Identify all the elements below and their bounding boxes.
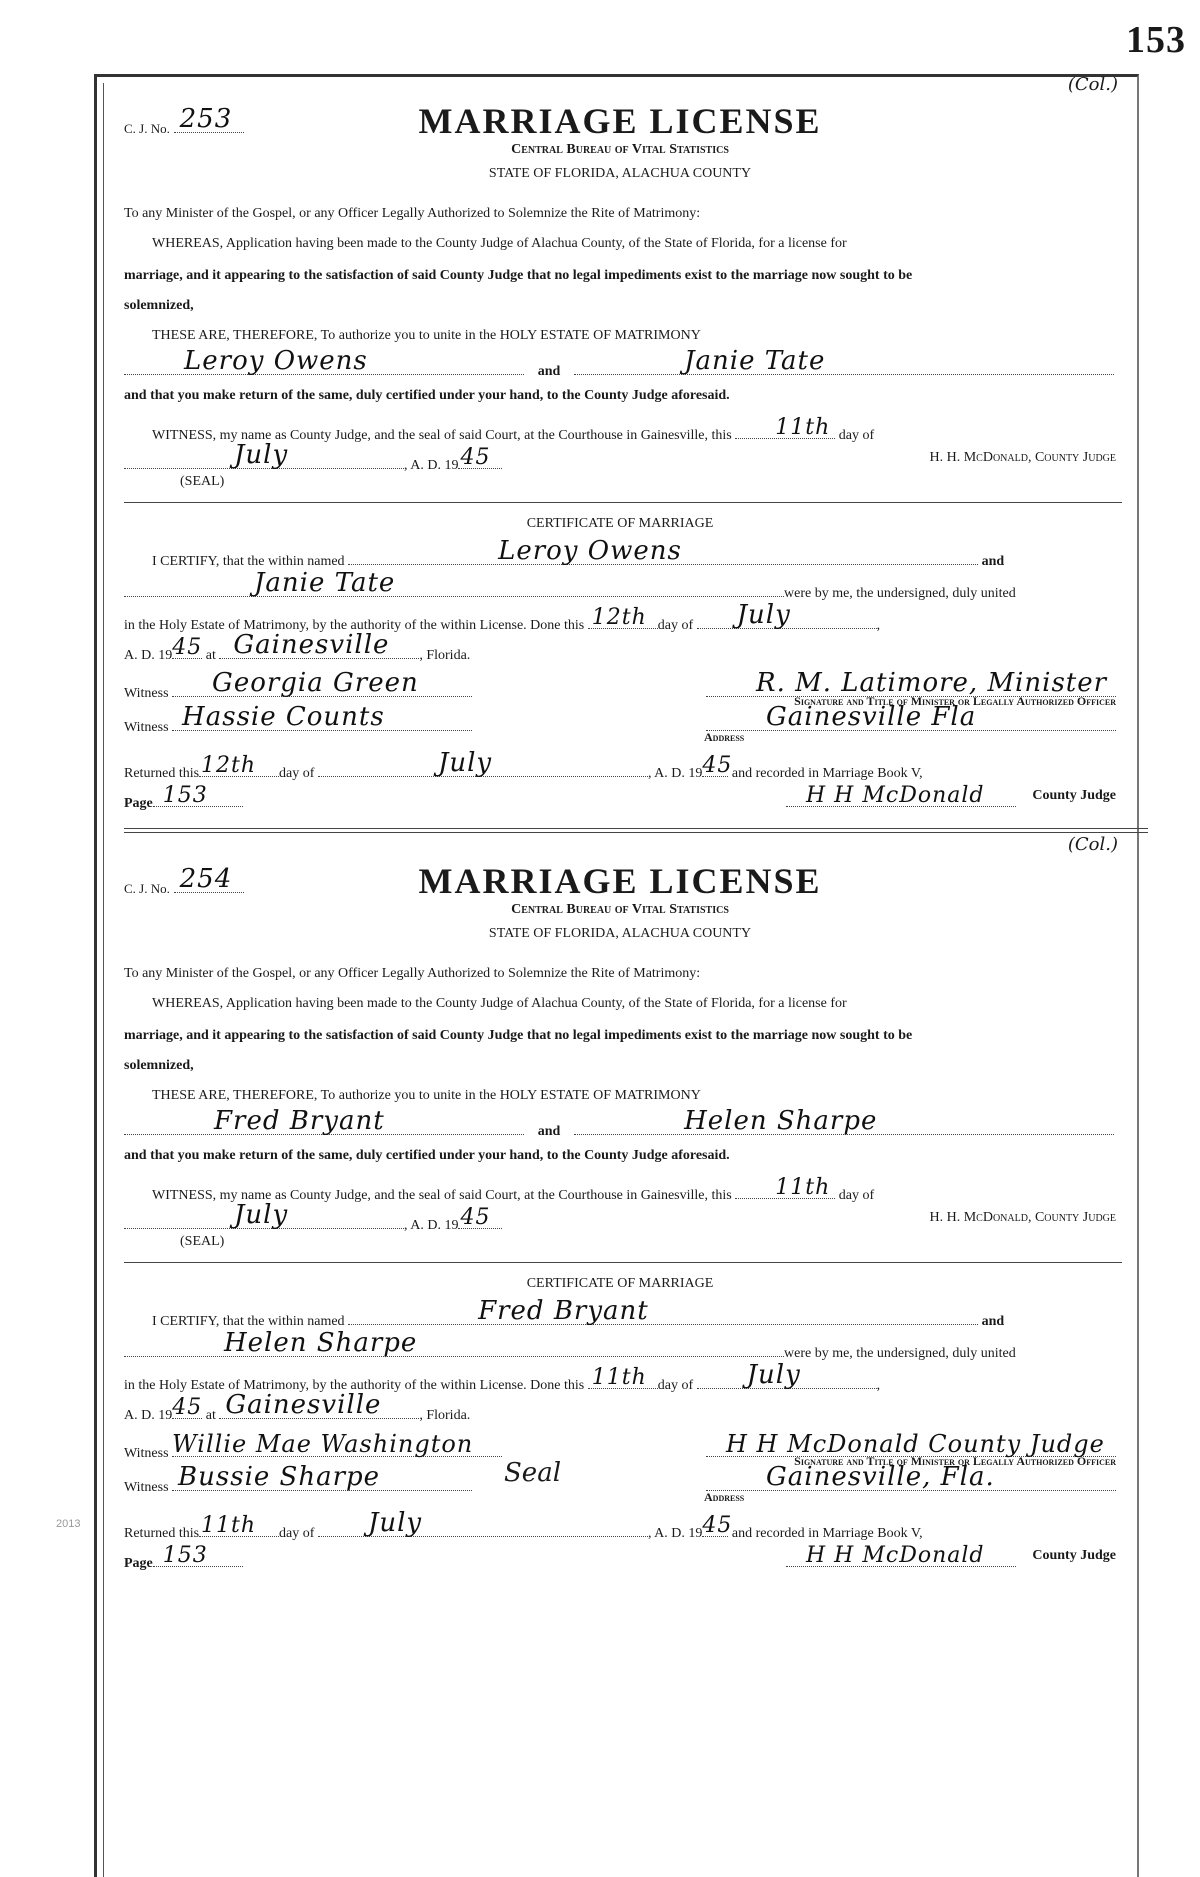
certificate-title: CERTIFICATE OF MARRIAGE	[526, 516, 714, 531]
returned-day: 12th	[201, 753, 257, 778]
officer-caption: Signature and Title of Minister or Legally Authorized Officer	[794, 694, 1116, 708]
license-254: (Col.) C. J. No. 254 MARRIAGE LICENSE Central Bureau of Vital Statistics STATE OF FLORIDA, ALACHUA COUNTY To any Minister of the Gospel, or any Officer Legally Authorized to Solemnize the Rite of Matrimony: WHEREAS, Application having been made to the County Judge of Alachua County, of the State of Florida, for a license for marriage, and it appearing to the satisfaction of said County Judge that no legal impediments exist to the marriage now sought to be solemnized, THESE ARE, THEREFORE, To authorize you to unite in the HOLY ESTATE OF MATRIMONY Fred Bryant and Helen Sharpe and that you make return of the same, duly certified under your hand, to the County Judge aforesaid. WITNESS, my name as County Judge, and the seal of said Court, at the Courthouse in Gainesville, this 11th day of July , A. D. 19 45 H. H. McDonald, County Judge (SEAL) CERTIFICATE OF MARRIAGE I CERTIFY, that the within named Fred Bryant and Helen Sharpe were by me, the undersigned, duly united in the Holy Estate of Matrimony, by the authority of the within License. Done this 11th day of July , A. D. 19 45 at Gainesville , Florida. Witness Willie Mae Washington H H McDonald County Judge Signature and Title of Minister or Legally Authorized Officer Witness Bussie Sharpe Seal Gainesville, Fla. Address Returned this 11th day of July , A. D. 19 45 and recorded in Marriage Book V, Page 153 H H McDonald County Judge	[124, 834, 1116, 1834]
cert-ad-label: A. D. 19	[124, 1408, 173, 1423]
whereas-1: WHEREAS, Application having been made to the County Judge of Alachua County, of the State of Florida, for a license for	[152, 996, 847, 1011]
col-note: (Col.)	[1067, 834, 1118, 855]
license-divider-2	[124, 832, 1148, 833]
returned-month: July	[437, 748, 493, 778]
bride-name: Helen Sharpe	[684, 1106, 878, 1136]
cert-year: 45	[172, 1395, 203, 1420]
ad-label: , A. D. 19	[404, 458, 459, 473]
cert-and-label: and	[981, 1314, 1005, 1329]
witness-day: 11th	[775, 1175, 831, 1200]
watermark: 2013	[56, 1518, 81, 1530]
county-judge-label: County Judge	[1032, 788, 1116, 803]
day-of-label: day of	[838, 428, 875, 443]
returned-year: 45	[702, 1513, 733, 1538]
groom-name: Fred Bryant	[214, 1106, 385, 1136]
seal-label: (SEAL)	[180, 474, 225, 489]
judge-name: H. H. McDonald, County Judge	[929, 450, 1116, 465]
page-label: Page	[124, 796, 153, 811]
united-label: were by me, the undersigned, duly united	[784, 1346, 1016, 1361]
witness-1-label: Witness	[124, 1446, 169, 1461]
inner-rule	[103, 83, 104, 1877]
cert-day-of: day of	[657, 1378, 694, 1393]
officer-signature: R. M. Latimore, Minister	[756, 668, 1108, 698]
judge-name: H. H. McDonald, County Judge	[929, 1210, 1116, 1225]
returned-day-of: day of	[279, 1526, 315, 1541]
whereas-2: marriage, and it appearing to the satisfaction of said County Judge that no legal impediments exist to the marriage now sought to be	[124, 268, 913, 283]
cj-label: C. J. No.	[124, 121, 170, 136]
returned-year: 45	[702, 753, 733, 778]
cj-number: 254	[179, 864, 233, 894]
cert-bride: Janie Tate	[254, 568, 396, 598]
united-label: were by me, the undersigned, duly united	[784, 586, 1016, 601]
state-county: STATE OF FLORIDA, ALACHUA COUNTY	[488, 166, 752, 181]
witness-2-label: Witness	[124, 1480, 169, 1495]
returned-ad: , A. D. 19	[647, 766, 703, 781]
bureau-name: Central Bureau of Vital Statistics	[511, 142, 729, 157]
certify-label: I CERTIFY, that the within named	[152, 1314, 345, 1329]
witness-year: 45	[460, 1205, 491, 1230]
cert-ad-label: A. D. 19	[124, 648, 173, 663]
county-judge-label: County Judge	[1032, 1548, 1116, 1563]
returned-ad: , A. D. 19	[647, 1526, 703, 1541]
witness-month: July	[234, 1200, 289, 1230]
cert-groom: Fred Bryant	[478, 1296, 649, 1326]
certify-label: I CERTIFY, that the within named	[152, 554, 345, 569]
witness-month: July	[234, 440, 289, 470]
bureau-name: Central Bureau of Vital Statistics	[511, 902, 729, 917]
license-253: (Col.) C. J. No. 253 MARRIAGE LICENSE Central Bureau of Vital Statistics STATE OF FLORIDA, ALACHUA COUNTY To any Minister of the Gospel, or any Officer Legally Authorized to Solemnize the Rite of Matrimony: WHEREAS, Application having been made to the County Judge of Alachua County, of the State of Florida, for a license for marriage, and it appearing to the satisfaction of said County Judge that no legal impediments exist to the marriage now sought to be solemnized, THESE ARE, THEREFORE, To authorize you to unite in the HOLY ESTATE OF MATRIMONY Leroy Owens and Janie Tate and that you make return of the same, duly certified under your hand, to the County Judge aforesaid. WITNESS, my name as County Judge, and the seal of said Court, at the Courthouse in Gainesville, this 11th day of July , A. D. 19 45 H. H. McDonald, County Judge (SEAL) CERTIFICATE OF MARRIAGE I CERTIFY, that the within named Leroy Owens and Janie Tate were by me, the undersigned, duly united in the Holy Estate of Matrimony, by the authority of the within License. Done this 12th day of July , A. D. 19 45 at Gainesville , Florida. Witness Georgia Green R. M. Latimore, Minister Signature and Title of Minister or Legally Authorized Officer Witness Hassie Counts Gainesville Fla Address Returned this 12th day of July , A. D. 19 45 and recorded in Marriage Book V, Page 153 H H McDonald County Judge	[124, 74, 1116, 834]
bride-name: Janie Tate	[684, 346, 826, 376]
cert-florida: , Florida.	[419, 648, 471, 663]
holy-estate-line: in the Holy Estate of Matrimony, by the authority of the within License. Done this	[124, 1378, 585, 1393]
day-of-label: day of	[838, 1188, 875, 1203]
returned-month: July	[367, 1508, 423, 1538]
return-line: and that you make return of the same, duly certified under your hand, to the County Judge aforesaid.	[124, 1148, 730, 1163]
cert-groom: Leroy Owens	[498, 536, 682, 566]
returned-label: Returned this	[124, 1526, 200, 1541]
witness-preamble: WITNESS, my name as County Judge, and the seal of said Court, at the Courthouse in Gainesville, this	[152, 428, 732, 443]
officer-address: Gainesville Fla	[766, 702, 977, 732]
recorded-label: and recorded in Marriage Book V,	[731, 766, 923, 781]
cj-label: C. J. No.	[124, 881, 170, 896]
certificate-title: CERTIFICATE OF MARRIAGE	[526, 1276, 714, 1291]
ad-label: , A. D. 19	[404, 1218, 459, 1233]
col-note: (Col.)	[1067, 74, 1118, 95]
witness-2-signature: Bussie Sharpe	[178, 1462, 381, 1492]
license-divider	[124, 828, 1148, 829]
cert-place: Gainesville	[233, 630, 390, 660]
cert-and-label: and	[981, 554, 1005, 569]
groom-name: Leroy Owens	[184, 346, 368, 376]
returned-day: 11th	[201, 1513, 257, 1538]
cert-florida: , Florida.	[419, 1408, 471, 1423]
judge-signature: H H McDonald	[806, 783, 985, 808]
page-value: 153	[162, 783, 208, 808]
seal-label: (SEAL)	[180, 1234, 225, 1249]
return-line: and that you make return of the same, duly certified under your hand, to the County Judge aforesaid.	[124, 388, 730, 403]
whereas-3: solemnized,	[124, 1058, 194, 1073]
cert-bride: Helen Sharpe	[224, 1328, 418, 1358]
cert-month: July	[746, 1360, 801, 1390]
officer-caption: Signature and Title of Minister or Legally Authorized Officer	[794, 1454, 1116, 1468]
cert-month: July	[736, 600, 791, 630]
and-label: and	[537, 364, 561, 379]
judge-signature: H H McDonald	[806, 1543, 985, 1568]
witness-1-label: Witness	[124, 686, 169, 701]
section-divider	[124, 502, 1122, 503]
witness-1-signature: Georgia Green	[212, 668, 419, 698]
witness-year: 45	[460, 445, 491, 470]
address-caption: Address	[704, 1490, 745, 1504]
whereas-3: solemnized,	[124, 298, 194, 313]
witness-2-label: Witness	[124, 720, 169, 735]
witness-preamble: WITNESS, my name as County Judge, and the seal of said Court, at the Courthouse in Gainesville, this	[152, 1188, 732, 1203]
license-title: MARRIAGE LICENSE	[418, 101, 822, 141]
witness-2-signature: Hassie Counts	[182, 702, 385, 732]
cert-at-label: at	[205, 1408, 216, 1423]
state-county: STATE OF FLORIDA, ALACHUA COUNTY	[488, 926, 752, 941]
cert-day: 11th	[591, 1365, 647, 1390]
license-title: MARRIAGE LICENSE	[418, 861, 822, 901]
returned-label: Returned this	[124, 766, 200, 781]
cert-day: 12th	[591, 605, 647, 630]
page-number: 153	[1126, 19, 1186, 61]
officer-signature: H H McDonald County Judge	[726, 1430, 1105, 1458]
cert-year: 45	[172, 635, 203, 660]
cj-number: 253	[179, 104, 233, 134]
whereas-2: marriage, and it appearing to the satisfaction of said County Judge that no legal impediments exist to the marriage now sought to be	[124, 1028, 913, 1043]
whereas-1: WHEREAS, Application having been made to the County Judge of Alachua County, of the State of Florida, for a license for	[152, 236, 847, 251]
and-label: and	[537, 1124, 561, 1139]
page-label: Page	[124, 1556, 153, 1571]
witness-1-signature: Willie Mae Washington	[172, 1430, 474, 1458]
cert-day-of: day of	[657, 618, 694, 633]
officer-address: Gainesville, Fla.	[766, 1462, 995, 1492]
address-caption: Address	[704, 730, 745, 744]
witness-day: 11th	[775, 415, 831, 440]
cert-at-label: at	[205, 648, 216, 663]
section-divider	[124, 1262, 1122, 1263]
therefore-line: THESE ARE, THEREFORE, To authorize you to unite in the HOLY ESTATE OF MATRIMONY	[152, 1088, 701, 1103]
holy-estate-line: in the Holy Estate of Matrimony, by the authority of the within License. Done this	[124, 618, 585, 633]
address-line: To any Minister of the Gospel, or any Officer Legally Authorized to Solemnize the Rite of Matrimony:	[124, 966, 701, 981]
returned-day-of: day of	[279, 766, 315, 781]
cert-place: Gainesville	[225, 1390, 382, 1420]
page-value: 153	[162, 1543, 208, 1568]
recorded-label: and recorded in Marriage Book V,	[731, 1526, 923, 1541]
address-line: To any Minister of the Gospel, or any Officer Legally Authorized to Solemnize the Rite of Matrimony:	[124, 206, 701, 221]
therefore-line: THESE ARE, THEREFORE, To authorize you to unite in the HOLY ESTATE OF MATRIMONY	[152, 328, 701, 343]
seal-stamp: Seal	[504, 1458, 562, 1488]
